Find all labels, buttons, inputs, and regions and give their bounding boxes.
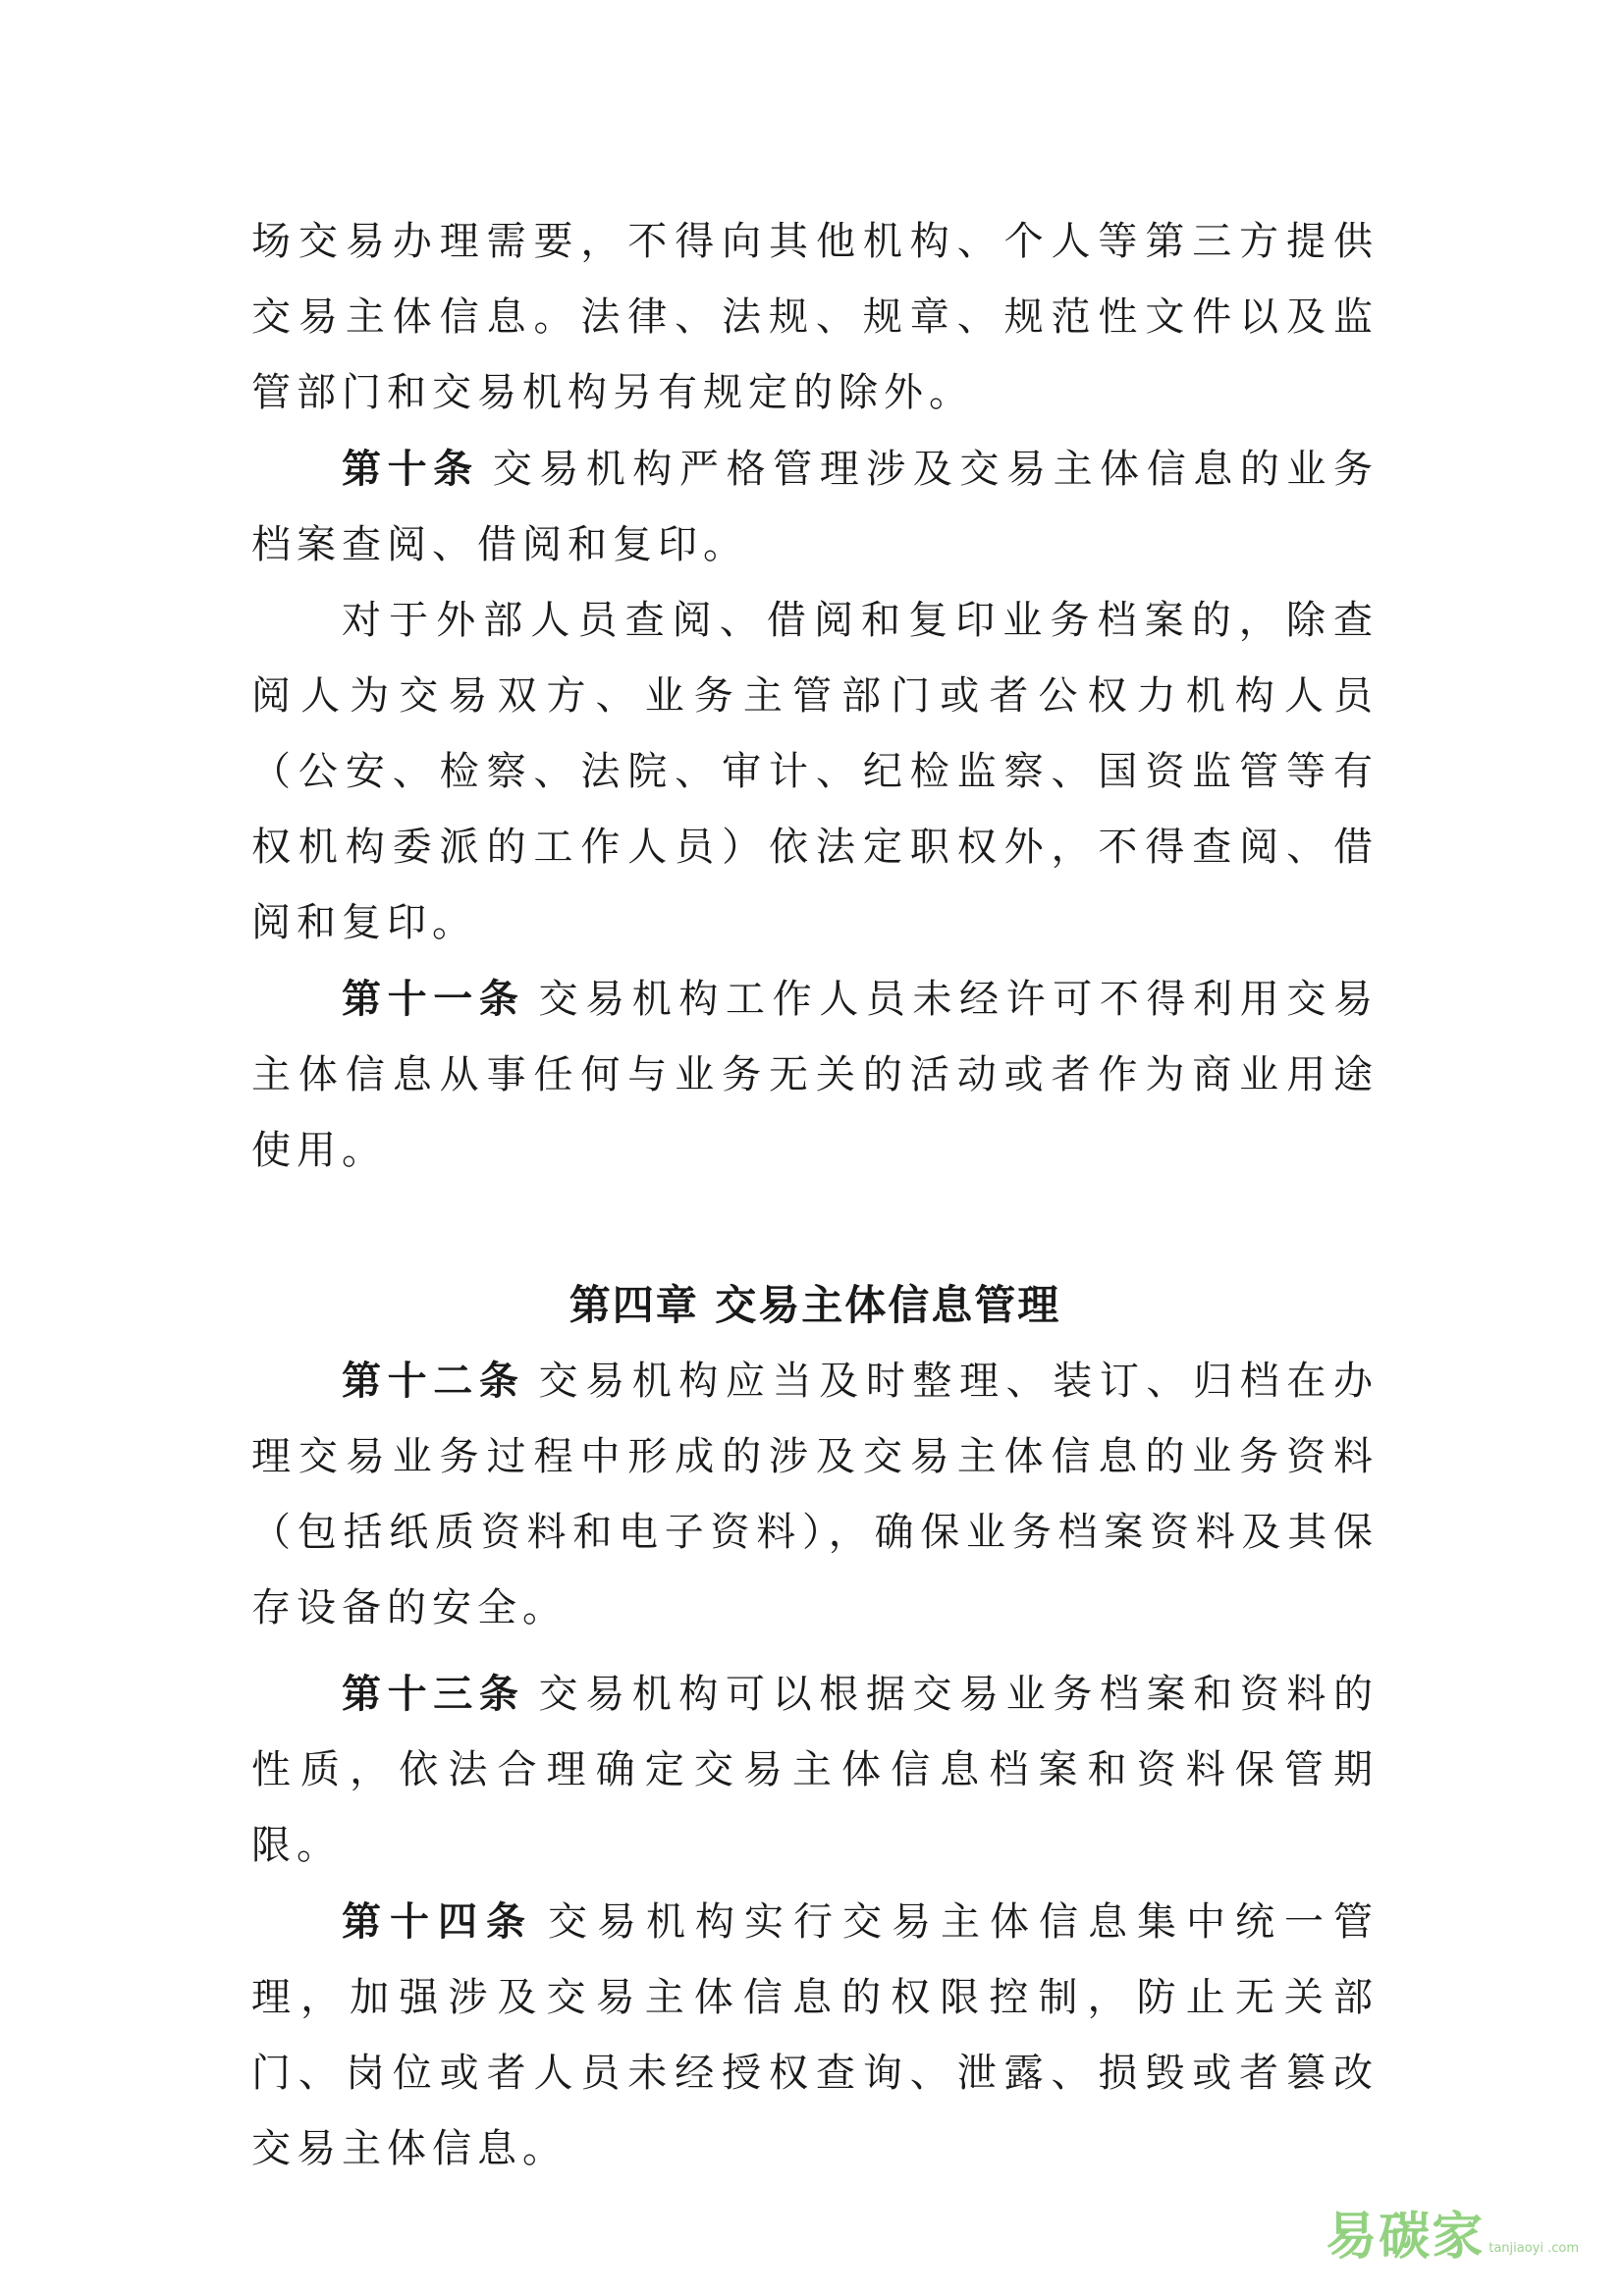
article-11-text: 交易机构工作人员未经许可不得利用交易主体信息从事任何与业务无关的活动或者作为商业用途使用。 — [251, 977, 1380, 1173]
article-10 — [251, 431, 1379, 583]
article-13-text: 交易机构可以根据交易业务档案和资料的性质，依法合理确定交易主体信息档案和资料保管期限。 — [251, 1672, 1380, 1868]
article-12 — [251, 1343, 1379, 1646]
document-body — [251, 204, 1379, 2187]
article-12-number: 第十二条 — [342, 1358, 525, 1404]
watermark-domain: tanjiaoyi .com — [1489, 2241, 1579, 2256]
article-13-number: 第十三条 — [342, 1671, 525, 1717]
article-12-text: 交易机构应当及时整理、装订、归档在办理交易业务过程中形成的涉及交易主体信息的业务资料（包括纸质资料和电子资料），确保业务档案资料及其保存设备的安全。 — [251, 1359, 1380, 1630]
article-13 — [251, 1656, 1379, 1884]
article-10-paragraph-2: 对于外部人员查阅、借阅和复印业务档案的，除查阅人为交易双方、业务主管部门或者公权力机构人员（公安、检察、法院、审计、纪检监察、国资监管等有权机构委派的工作人员）依法定职权外，不得查阅、借阅和复印。 — [251, 598, 1379, 945]
article-14-text: 交易机构实行交易主体信息集中统一管理，加强涉及交易主体信息的权限控制，防止无关部门、岗位或者人员未经授权查询、泄露、损毁或者篡改交易主体信息。 — [251, 1899, 1379, 2171]
article-11-number: 第十一条 — [342, 976, 525, 1022]
article-10-number: 第十条 — [342, 446, 479, 492]
article-14 — [251, 1884, 1379, 2187]
article-10-text: 交易机构严格管理涉及交易主体信息的业务档案查阅、借阅和复印。 — [251, 447, 1380, 567]
site-watermark — [1326, 2208, 1579, 2267]
article-11 — [251, 961, 1379, 1189]
paragraph-continuation: 场交易办理需要，不得向其他机构、个人等第三方提供交易主体信息。法律、法规、规章、规范性文件以及监管部门和交易机构另有规定的除外。 — [251, 219, 1379, 415]
chapter-4-title: 第四章 交易主体信息管理 — [568, 1281, 1061, 1329]
article-14-number: 第十四条 — [342, 1898, 534, 1945]
watermark-logo-text: 易碳家 — [1326, 2208, 1486, 2267]
